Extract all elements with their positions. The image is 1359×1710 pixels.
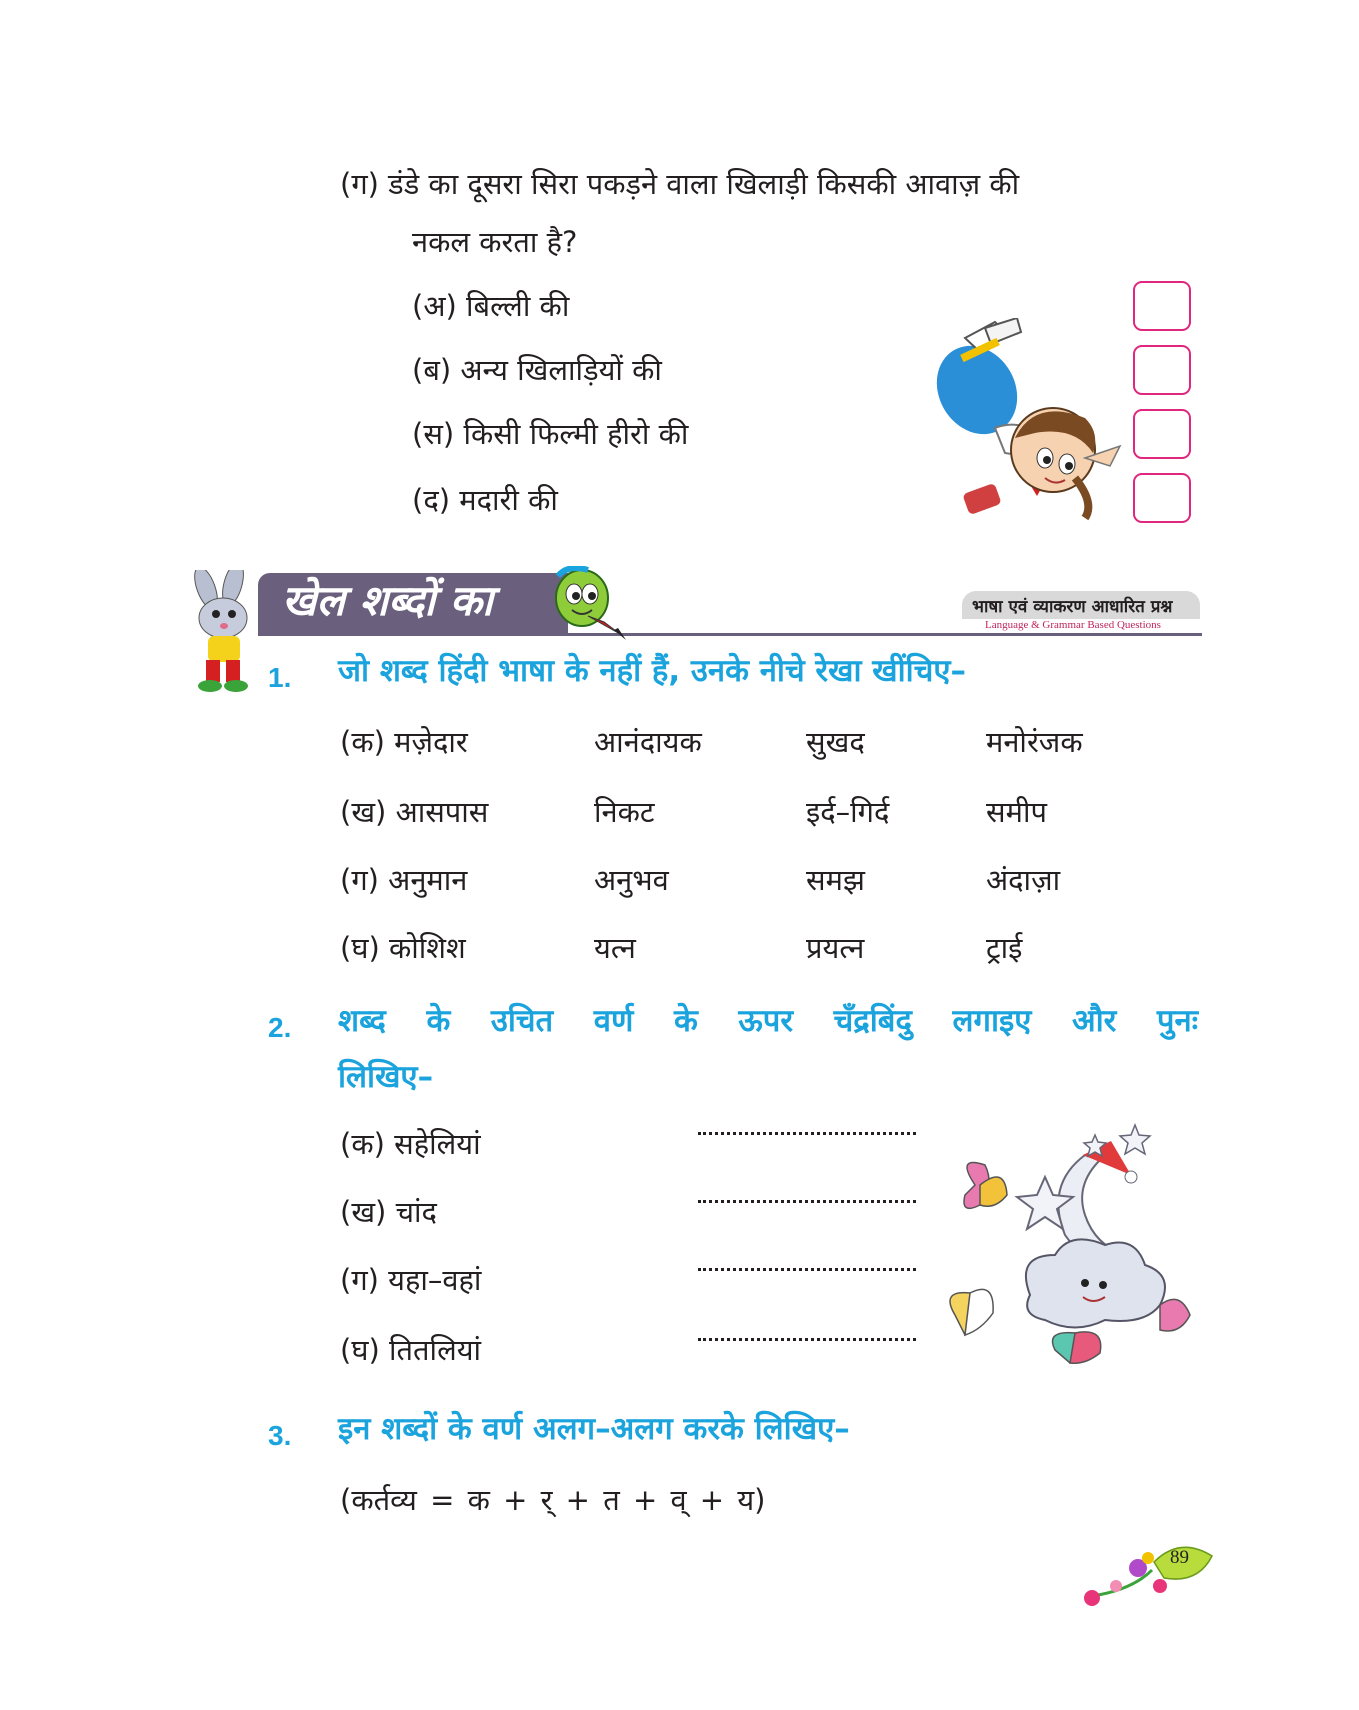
answer-box-c[interactable] (1133, 409, 1191, 459)
q2-heading-line2: लिखिए– (338, 1059, 434, 1095)
q1-number: 1. (268, 662, 292, 693)
tag-english: Language & Grammar Based Questions (985, 619, 1161, 631)
q1-row4-word1: (घ) कोशिश (340, 931, 466, 965)
q1-row3-word4: अंदाज़ा (986, 863, 1061, 897)
q1-row1-word2: आनंदायक (594, 725, 702, 759)
q1-row3-word2: अनुभव (594, 863, 669, 897)
flower-decoration-icon (1082, 1540, 1214, 1612)
answer-line-gha[interactable] (698, 1338, 916, 1341)
q3-example: (कर्तव्य = क + र् + त + व् + य) (340, 1483, 766, 1517)
answer-box-b[interactable] (1133, 345, 1191, 395)
q2-item-ga: (ग) यहा–वहां (340, 1263, 482, 1297)
question-g-line2: नकल करता है? (412, 225, 578, 259)
q2-heading-line1: शब्द के उचित वर्ण के ऊपर चँद्रबिंदु लगाइए और पुनः (338, 1003, 1198, 1039)
page-number: 89 (1170, 1547, 1189, 1568)
q1-row1-word3: सुखद (806, 725, 865, 759)
q1-heading: जो शब्द हिंदी भाषा के नहीं हैं, उनके नीचे रेखा खींचिए– (338, 653, 967, 689)
rabbit-mascot-illustration (178, 570, 268, 700)
answer-box-a[interactable] (1133, 281, 1191, 331)
q2-number: 2. (268, 1012, 292, 1043)
tag-hindi: भाषा एवं व्याकरण आधारित प्रश्न (972, 597, 1173, 617)
q3-heading: इन शब्दों के वर्ण अलग–अलग करके लिखिए– (338, 1411, 850, 1447)
q1-row1-word4: मनोरंजक (986, 725, 1083, 759)
girl-jumping-illustration (925, 318, 1125, 528)
q1-row1-word1: (क) मज़ेदार (340, 725, 468, 759)
q1-row2-word1: (ख) आसपास (340, 795, 489, 829)
answer-line-kha[interactable] (698, 1200, 916, 1203)
answer-box-d[interactable] (1133, 473, 1191, 523)
option-c: (स) किसी फिल्मी हीरो की (412, 417, 689, 451)
q2-item-gha: (घ) तितलियां (340, 1333, 482, 1367)
option-b: (ब) अन्य खिलाड़ियों की (412, 353, 662, 387)
section-title: खेल शब्दों का (282, 576, 493, 625)
q1-row4-word3: प्रयत्न (806, 931, 865, 965)
q1-row2-word4: समीप (986, 795, 1047, 829)
q1-row2-word3: इर्द–गिर्द (806, 795, 890, 829)
q1-row2-word2: निकट (594, 795, 655, 829)
q1-row4-word2: यत्न (594, 931, 636, 965)
q3-number: 3. (268, 1420, 292, 1451)
pencil-mascot-icon (548, 566, 628, 642)
answer-line-ga[interactable] (698, 1268, 916, 1271)
option-a: (अ) बिल्ली की (412, 289, 570, 323)
option-d: (द) मदारी की (412, 483, 558, 517)
question-g-line1: (ग) डंडे का दूसरा सिरा पकड़ने वाला खिलाड़ी किसकी आवाज़ की (340, 167, 1020, 201)
section-divider-line (258, 633, 1202, 636)
q1-row3-word3: समझ (806, 863, 865, 897)
answer-line-ka[interactable] (698, 1132, 916, 1135)
q1-row4-word4: ट्राई (986, 931, 1023, 965)
q2-item-ka: (क) सहेलियां (340, 1127, 481, 1161)
q1-row3-word1: (ग) अनुमान (340, 863, 468, 897)
moon-butterflies-illustration (935, 1115, 1205, 1375)
q2-item-kha: (ख) चांद (340, 1195, 437, 1229)
